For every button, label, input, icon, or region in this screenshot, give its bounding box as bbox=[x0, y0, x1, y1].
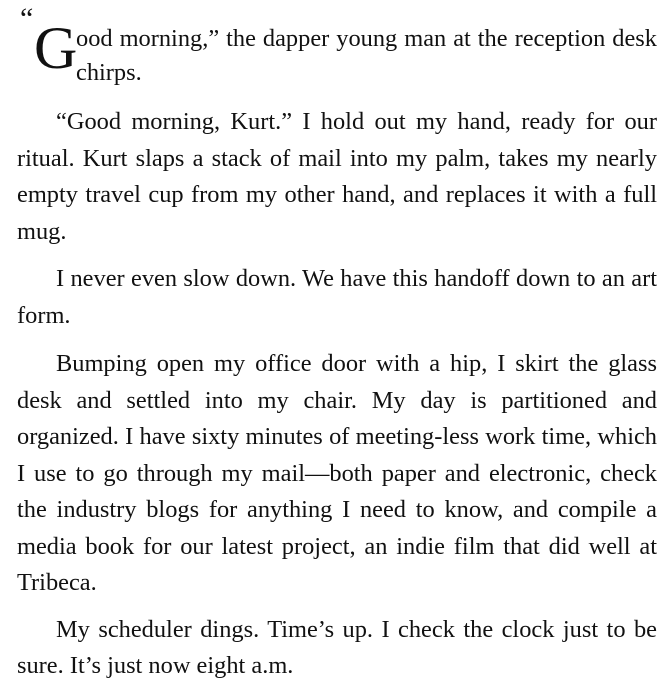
opening-paragraph-text: ood morning,” the dapper young man at the reception desk chirps. bbox=[76, 25, 657, 86]
paragraph-scheduler: My scheduler dings. Time’s up. I check the clock just to be sure. It’s just now eight a.m. bbox=[17, 615, 657, 679]
book-page bbox=[17, 0, 657, 685]
paragraph-office-routine: Bumping open my office door with a hip, I skirt the glass desk and settled into my chair. My day is partitioned and organized. I have sixty minutes of meeting-less work time, which I use to go through my mail—both paper and electronic, check the industry blogs for anything I need to know, and compile a media book for our latest project, an indie film that did well at Tribeca. bbox=[17, 350, 657, 596]
drop-cap-letter: G bbox=[34, 15, 78, 81]
drop-cap-open-quote: “ bbox=[20, 2, 34, 35]
opening-paragraph bbox=[17, 0, 657, 90]
paragraph-handoff: I never even slow down. We have this handoff down to an art form. bbox=[17, 265, 657, 329]
paragraph-kurt-ritual: “Good morning, Kurt.” I hold out my hand, ready for our ritual. Kurt slaps a stack of mail into my palm, takes my nearly empty travel cup from my other hand, and replaces it with a full mug. bbox=[17, 108, 657, 245]
drop-cap bbox=[17, 2, 78, 81]
